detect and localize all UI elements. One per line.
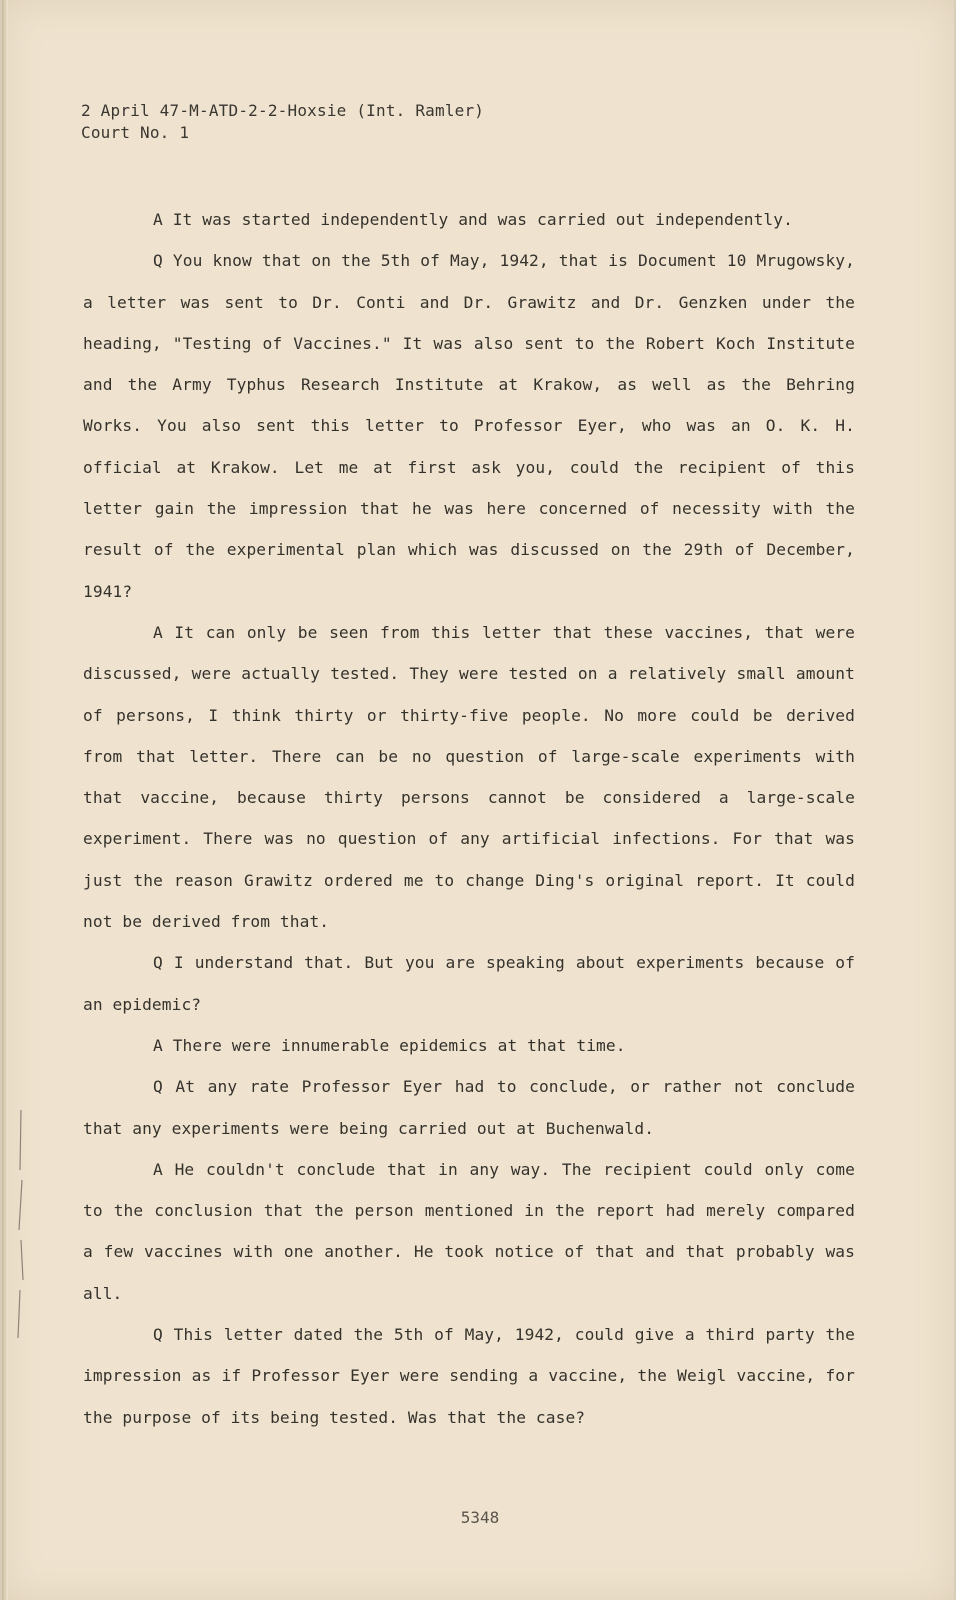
transcript-paragraph: A It was started independently and was carried out independently. xyxy=(153,210,793,229)
transcript-paragraph: Q This letter dated the 5th of May, 1942, could give a third party the impression as if Professor Eyer were sending a vaccine, the Weigl vaccine, for the purpose of its being tested. Was that the case? xyxy=(83,1325,855,1427)
transcript-paragraph: Q You know that on the 5th of May, 1942, that is Document 10 Mrugowsky, a letter was sent to Dr. Conti and Dr. Grawitz and Dr. Genzken under the heading, "Testing of Vaccines." It was also sent to the Robert Koch Institute and the Army Typhus Research Institute at Krakow, as well as the Behring Works. You also sent this letter to Professor Eyer, who was an O. K. H. official at Krakow. Let me at first ask you, could the recipient of this letter gain the impression that he was here concerned of necessity with the result of the experimental plan which was discussed on the 29th of December, 1941? xyxy=(83,251,855,601)
page-edge xyxy=(2,0,8,1600)
header-reference-line: 2 April 47-M-ATD-2-2-Hoxsie (Int. Ramler) xyxy=(81,101,485,120)
transcript-paragraph: A It can only be seen from this letter that these vaccines, that were discussed, were actually tested. They were tested on a relatively small amount of persons, I think thirty or thirty-five people. No more could be derived from that letter. There can be no question of large-scale experiments with that vaccine, because thirty persons cannot be considered a large-scale experiment. There was no question of any artificial infections. For that was just the reason Grawitz ordered me to change Ding's original report. It could not be derived from that. xyxy=(83,622,855,932)
transcript-paragraph: A He couldn't conclude that in any way. The recipient could only come to the conclusion that the person mentioned in the report had merely compared a few vaccines with one another. He took notice of that and that probably was all. xyxy=(83,1159,855,1303)
page-number: 5348 xyxy=(460,1508,500,1527)
transcript-paragraph: Q I understand that. But you are speaking about experiments because of an epidemic? xyxy=(83,953,855,1014)
document-header xyxy=(81,100,484,144)
document-page xyxy=(2,0,954,1600)
transcript-paragraph: Q At any rate Professor Eyer had to conclude, or rather not conclude that any experiments were being carried out at Buchenwald. xyxy=(83,1077,855,1138)
header-court-line: Court No. 1 xyxy=(81,123,190,142)
transcript-paragraph: A There were innumerable epidemics at that time. xyxy=(153,1035,626,1055)
transcript-body xyxy=(83,199,855,1438)
margin-pencil-marks xyxy=(14,1110,28,1340)
